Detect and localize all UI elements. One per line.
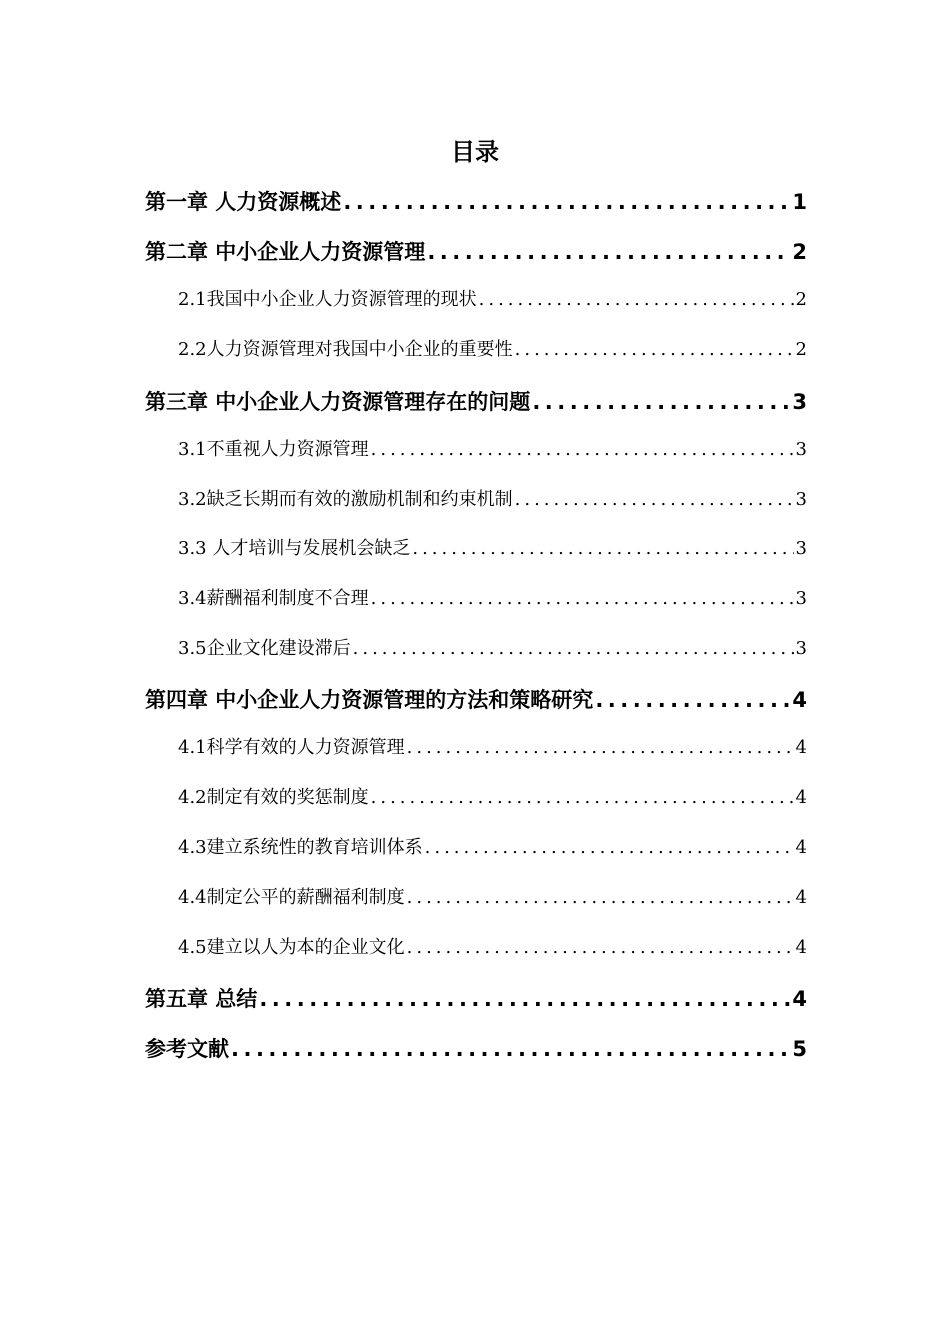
toc-section-entry[interactable] (178, 631, 807, 667)
toc-entry-label: 3.5企业文化建设滞后 (178, 638, 351, 659)
toc-section-entry[interactable] (178, 830, 807, 866)
toc-entry-label: 3.3 人才培训与发展机会缺乏 (178, 538, 411, 559)
toc-section-entry[interactable] (178, 482, 807, 518)
toc-entry-page-number: 3 (792, 390, 807, 414)
toc-leader-dots (515, 332, 794, 368)
toc-section-entry[interactable] (178, 581, 807, 617)
toc-entry-label: 第一章 人力资源概述 (145, 190, 342, 214)
toc-leader-dots (343, 182, 790, 222)
toc-section-entry[interactable] (178, 332, 807, 368)
toc-section-entry[interactable] (178, 730, 807, 766)
toc-entry-label: 2.2人力资源管理对我国中小企业的重要性 (178, 339, 513, 360)
toc-chapter-entry[interactable] (145, 1029, 807, 1069)
toc-leader-dots (425, 830, 794, 866)
toc-entry-page-number: 5 (792, 1037, 807, 1061)
toc-entry-label: 3.2缺乏长期而有效的激励机制和约束机制 (178, 489, 513, 510)
toc-entry-label: 3.1不重视人力资源管理 (178, 439, 369, 460)
toc-section-entry[interactable] (178, 432, 807, 468)
toc-entry-page-number: 4 (792, 688, 807, 712)
toc-chapter-entry[interactable] (145, 182, 807, 222)
toc-entry-page-number: 4 (795, 737, 807, 758)
toc-leader-dots (371, 432, 794, 468)
toc-entry-label: 2.1我国中小企业人力资源管理的现状 (178, 289, 477, 310)
toc-entry-page-number: 3 (795, 538, 807, 559)
toc-entry-page-number: 4 (795, 937, 807, 958)
toc-entry-page-number: 4 (792, 987, 807, 1011)
toc-section-entry[interactable] (178, 930, 807, 966)
toc-entry-page-number: 2 (795, 339, 807, 360)
toc-leader-dots (407, 930, 794, 966)
toc-chapter-entry[interactable] (145, 979, 807, 1019)
toc-chapter-entry[interactable] (145, 232, 807, 272)
toc-leader-dots (371, 581, 794, 617)
toc-entry-label: 4.5建立以人为本的企业文化 (178, 937, 405, 958)
toc-entry-label: 第二章 中小企业人力资源管理 (145, 240, 426, 264)
toc-entry-label: 3.4薪酬福利制度不合理 (178, 588, 369, 609)
toc-leader-dots (259, 979, 790, 1019)
toc-leader-dots (515, 482, 794, 518)
toc-leader-dots (532, 382, 790, 422)
toc-entry-page-number: 3 (795, 588, 807, 609)
toc-entry-page-number: 3 (795, 439, 807, 460)
toc-leader-dots (407, 880, 794, 916)
toc-entry-page-number: 1 (792, 190, 807, 214)
toc-chapter-entry[interactable] (145, 382, 807, 422)
toc-section-entry[interactable] (178, 880, 807, 916)
toc-section-entry[interactable] (178, 282, 807, 318)
toc-entry-page-number: 2 (792, 240, 807, 264)
toc-entry-page-number: 4 (795, 787, 807, 808)
toc-leader-dots (427, 232, 790, 272)
toc-chapter-entry[interactable] (145, 680, 807, 720)
toc-leader-dots (231, 1029, 790, 1069)
toc-entry-label: 4.4制定公平的薪酬福利制度 (178, 887, 405, 908)
toc-leader-dots (371, 780, 794, 816)
toc-leader-dots (412, 531, 793, 567)
toc-entry-label: 4.3建立系统性的教育培训体系 (178, 837, 423, 858)
toc-section-entry[interactable] (178, 780, 807, 816)
toc-leader-dots (353, 631, 794, 667)
toc-entry-page-number: 4 (795, 837, 807, 858)
toc-entry-label: 第三章 中小企业人力资源管理存在的问题 (145, 390, 531, 414)
toc-entry-page-number: 3 (795, 638, 807, 659)
toc-leader-dots (595, 680, 790, 720)
toc-entry-page-number: 2 (795, 289, 807, 310)
toc-entry-label: 第五章 总结 (145, 987, 258, 1011)
toc-entry-page-number: 3 (795, 489, 807, 510)
toc-entry-label: 参考文献 (145, 1037, 229, 1061)
toc-entry-label: 4.1科学有效的人力资源管理 (178, 737, 405, 758)
toc-leader-dots (407, 730, 794, 766)
toc-title: 目录 (451, 138, 499, 166)
toc-section-entry[interactable] (178, 531, 807, 567)
toc-entry-label: 4.2制定有效的奖惩制度 (178, 787, 369, 808)
toc-entry-label: 第四章 中小企业人力资源管理的方法和策略研究 (145, 688, 594, 712)
toc-entry-page-number: 4 (795, 887, 807, 908)
toc-leader-dots (479, 282, 794, 318)
